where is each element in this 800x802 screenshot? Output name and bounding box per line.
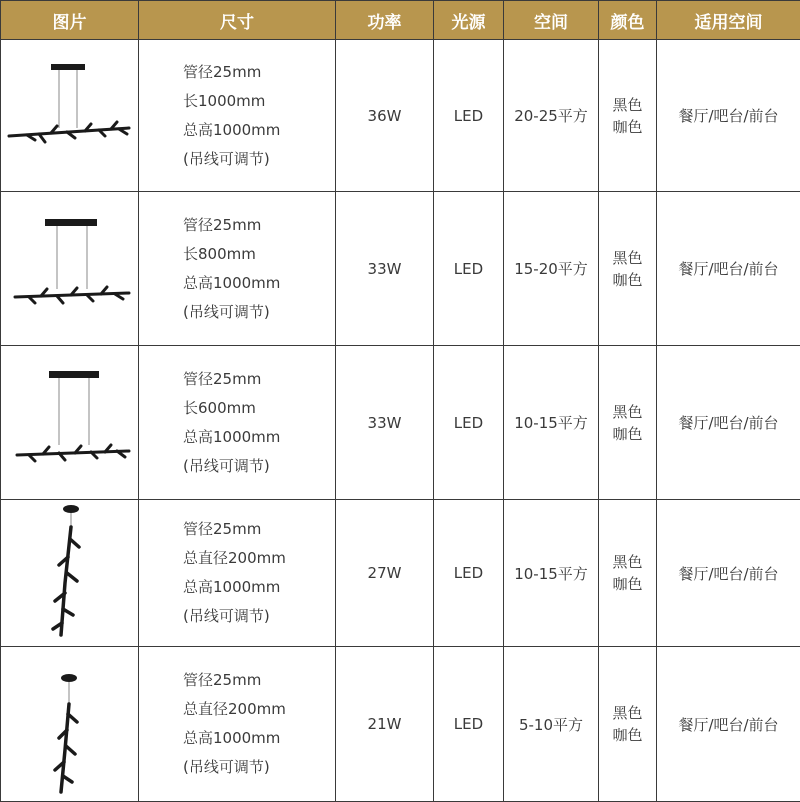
applicable-cell: 餐厅/吧台/前台: [657, 40, 800, 192]
table-row: [1, 346, 800, 500]
size-cell: [139, 192, 336, 346]
light-source-cell: LED: [434, 40, 504, 192]
size-line: (吊线可调节): [183, 298, 335, 327]
header-light-source: 光源: [434, 1, 504, 40]
size-line: 总直径200mm: [183, 695, 335, 724]
size-line: (吊线可调节): [183, 145, 335, 174]
power-cell: 33W: [336, 192, 434, 346]
color-line: 咖色: [599, 116, 656, 138]
size-line: 总高1000mm: [183, 269, 335, 298]
power-cell: 21W: [336, 647, 434, 802]
header-row: [1, 1, 800, 40]
table-row: [1, 647, 800, 802]
size-line: 总高1000mm: [183, 724, 335, 753]
size-line: 总高1000mm: [183, 573, 335, 602]
size-cell: [139, 500, 336, 647]
light-source-cell: LED: [434, 500, 504, 647]
size-line: 长1000mm: [183, 87, 335, 116]
space-cell: 15-20平方: [504, 192, 599, 346]
space-cell: 10-15平方: [504, 346, 599, 500]
light-source-cell: LED: [434, 192, 504, 346]
color-cell: [599, 500, 657, 647]
size-line: (吊线可调节): [183, 753, 335, 782]
space-cell: 5-10平方: [504, 647, 599, 802]
size-line: 管径25mm: [183, 365, 335, 394]
size-line: 管径25mm: [183, 515, 335, 544]
applicable-cell: 餐厅/吧台/前台: [657, 647, 800, 802]
header-image: 图片: [1, 1, 139, 40]
power-cell: 27W: [336, 500, 434, 647]
applicable-cell: 餐厅/吧台/前台: [657, 500, 800, 647]
color-cell: [599, 40, 657, 192]
color-cell: [599, 192, 657, 346]
space-cell: 10-15平方: [504, 500, 599, 647]
size-line: 长600mm: [183, 394, 335, 423]
product-image-cell: [1, 192, 139, 346]
header-size: 尺寸: [139, 1, 336, 40]
size-cell: [139, 647, 336, 802]
space-cell: 20-25平方: [504, 40, 599, 192]
product-image-cell: [1, 40, 139, 192]
color-line: 黑色: [599, 702, 656, 724]
size-cell: [139, 346, 336, 500]
size-line: 总高1000mm: [183, 423, 335, 452]
light-source-cell: LED: [434, 647, 504, 802]
applicable-cell: 餐厅/吧台/前台: [657, 192, 800, 346]
table-row: [1, 40, 800, 192]
header-color: 颜色: [599, 1, 657, 40]
header-space: 空间: [504, 1, 599, 40]
horizontal-branch-pendant-lamp-icon: [5, 209, 135, 329]
size-cell: [139, 40, 336, 192]
power-cell: 36W: [336, 40, 434, 192]
color-line: 咖色: [599, 573, 656, 595]
color-cell: [599, 647, 657, 802]
horizontal-branch-pendant-lamp-icon: [5, 363, 135, 483]
product-image-cell: [1, 647, 139, 802]
size-line: (吊线可调节): [183, 452, 335, 481]
vertical-branch-pendant-lamp-icon: [5, 503, 135, 643]
vertical-branch-pendant-lamp-icon: [5, 650, 135, 798]
color-line: 黑色: [599, 401, 656, 423]
size-line: 长800mm: [183, 240, 335, 269]
product-image-cell: [1, 346, 139, 500]
applicable-cell: 餐厅/吧台/前台: [657, 346, 800, 500]
size-line: (吊线可调节): [183, 602, 335, 631]
color-line: 黑色: [599, 94, 656, 116]
size-line: 管径25mm: [183, 58, 335, 87]
table-row: [1, 500, 800, 647]
color-line: 黑色: [599, 247, 656, 269]
size-line: 总直径200mm: [183, 544, 335, 573]
light-source-cell: LED: [434, 346, 504, 500]
size-line: 管径25mm: [183, 211, 335, 240]
table-row: [1, 192, 800, 346]
header-power: 功率: [336, 1, 434, 40]
product-image-cell: [1, 500, 139, 647]
size-line: 管径25mm: [183, 666, 335, 695]
color-line: 咖色: [599, 423, 656, 445]
color-cell: [599, 346, 657, 500]
header-applicable: 适用空间: [657, 1, 800, 40]
size-line: 总高1000mm: [183, 116, 335, 145]
color-line: 黑色: [599, 551, 656, 573]
color-line: 咖色: [599, 724, 656, 746]
horizontal-branch-pendant-lamp-icon: [5, 56, 135, 176]
power-cell: 33W: [336, 346, 434, 500]
color-line: 咖色: [599, 269, 656, 291]
